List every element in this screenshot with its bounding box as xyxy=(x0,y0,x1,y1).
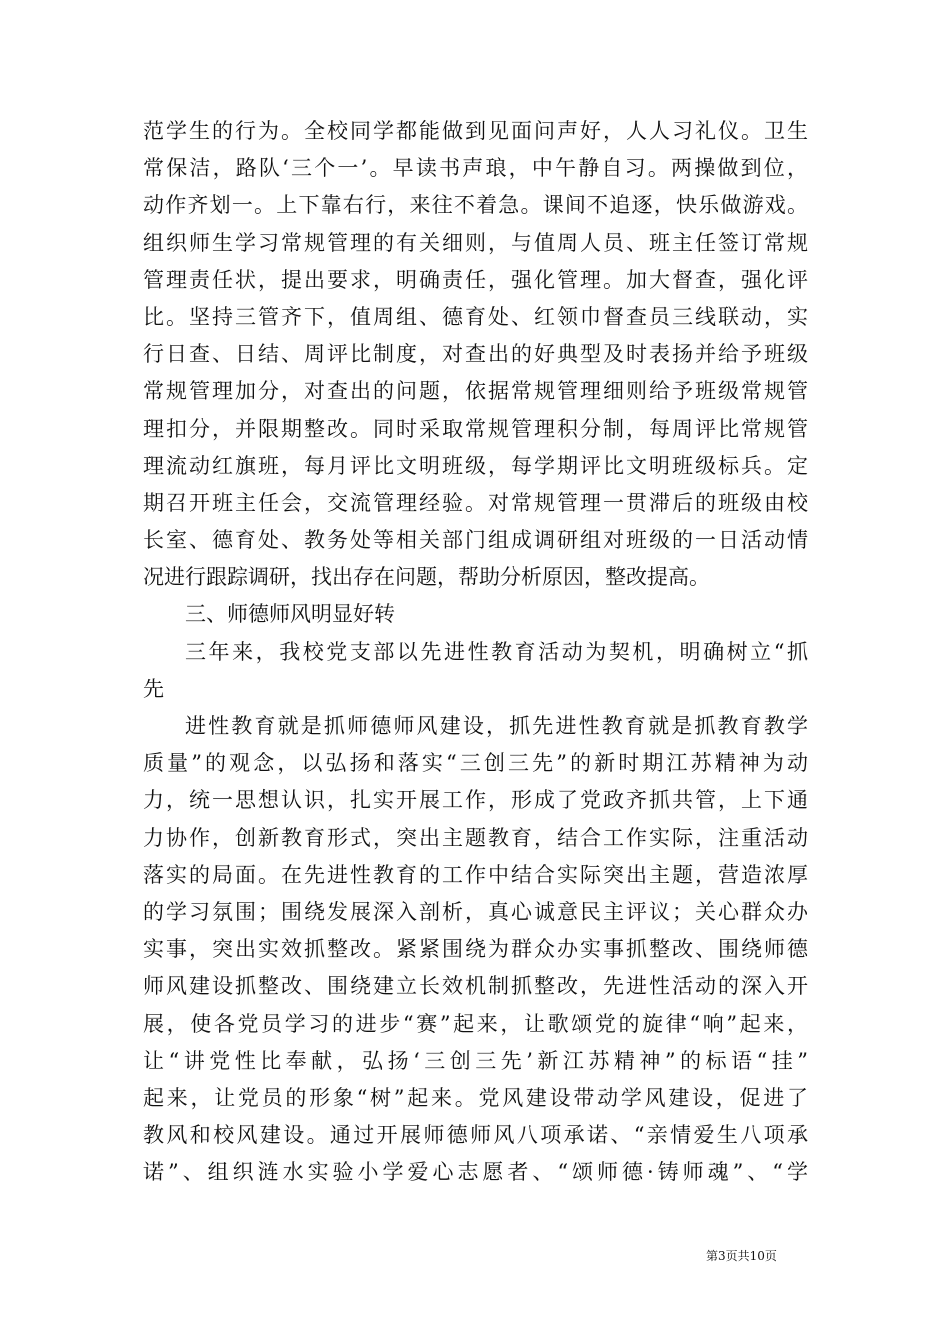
text-line: 期召开班主任会，交流管理经验。对常规管理一贯滞后的班级由校 xyxy=(143,490,808,515)
text-line: 质量”的观念，以弘扬和落实“三创三先”的新时期江苏精神为动 xyxy=(143,751,808,776)
text-line: 的学习氛围；围绕发展深入剖析，真心诚意民主评议；关心群众办 xyxy=(143,899,808,924)
text-line: 师风建设抓整改、围绕建立长效机制抓整改，先进性活动的深入开 xyxy=(143,974,808,999)
text-line: 教风和校风建设。通过开展师德师风八项承诺、“亲情爱生八项承 xyxy=(143,1123,808,1148)
text-line: 动作齐划一。上下靠右行，来往不着急。课间不追逐，快乐做游戏。 xyxy=(143,193,808,218)
text-line: 范学生的行为。全校同学都能做到见面问声好，人人习礼仪。卫生 xyxy=(143,119,808,143)
page-number: 第3页共10页 xyxy=(706,1249,777,1263)
text-line: 常保洁，路队‘三个一’。早读书声琅，中午静自习。两操做到位， xyxy=(143,156,808,181)
text-line: 展，使各党员学习的进步“赛”起来，让歌颂党的旋律“响”起来， xyxy=(143,1011,808,1036)
text-line: 力，统一思想认识，扎实开展工作，形成了党政齐抓共管，上下通 xyxy=(143,788,808,813)
text-line: 常规管理加分，对查出的问题，依据常规管理细则给予班级常规管 xyxy=(143,379,808,404)
text-line: 让“讲党性比奉献，弘扬‘三创三先’新江苏精神”的标语“挂” xyxy=(143,1048,808,1073)
text-line: 实事，突出实效抓整改。紧紧围绕为群众办实事抓整改、围绕师德 xyxy=(143,937,808,962)
text-line: 力协作，创新教育形式，突出主题教育，结合工作实际，注重活动 xyxy=(143,825,808,850)
text-line: 行日查、日结、周评比制度，对查出的好典型及时表扬并给予班级 xyxy=(143,342,808,367)
text-line: 况进行跟踪调研，找出存在问题，帮助分析原因，整改提高。 xyxy=(143,565,710,590)
text-line: 比。坚持三管齐下，值周组、德育处、红领巾督查员三线联动，实 xyxy=(143,304,808,329)
text-line: 长室、德育处、教务处等相关部门组成调研组对班级的一日活动情 xyxy=(143,528,808,553)
text-line: 诺”、组织涟水实验小学爱心志愿者、“颂师德·铸师魂”、“学 xyxy=(143,1160,808,1185)
section-heading: 三、师德师风明显好转 xyxy=(185,602,395,627)
text-line: 理流动红旗班，每月评比文明班级，每学期评比文明班级标兵。定 xyxy=(143,453,808,478)
text-line: 起来，让党员的形象“树”起来。党风建设带动学风建设，促进了 xyxy=(143,1085,808,1110)
text-line: 先 xyxy=(143,676,164,701)
text-line: 理扣分，并限期整改。同时采取常规管理积分制，每周评比常规管 xyxy=(143,416,808,441)
body-text xyxy=(143,113,808,1191)
text-line: 组织师生学习常规管理的有关细则，与值周人员、班主任签订常规 xyxy=(143,230,808,255)
text-line: 管理责任状，提出要求，明确责任，强化管理。加大督查，强化评 xyxy=(143,267,808,292)
text-line: 进性教育就是抓师德师风建设，抓先进性教育就是抓教育教学 xyxy=(185,714,808,738)
text-line: 落实的局面。在先进性教育的工作中结合实际突出主题，营造浓厚 xyxy=(143,862,808,887)
text-line: 三年来，我校党支部以先进性教育活动为契机，明确树立“抓 xyxy=(185,639,808,664)
